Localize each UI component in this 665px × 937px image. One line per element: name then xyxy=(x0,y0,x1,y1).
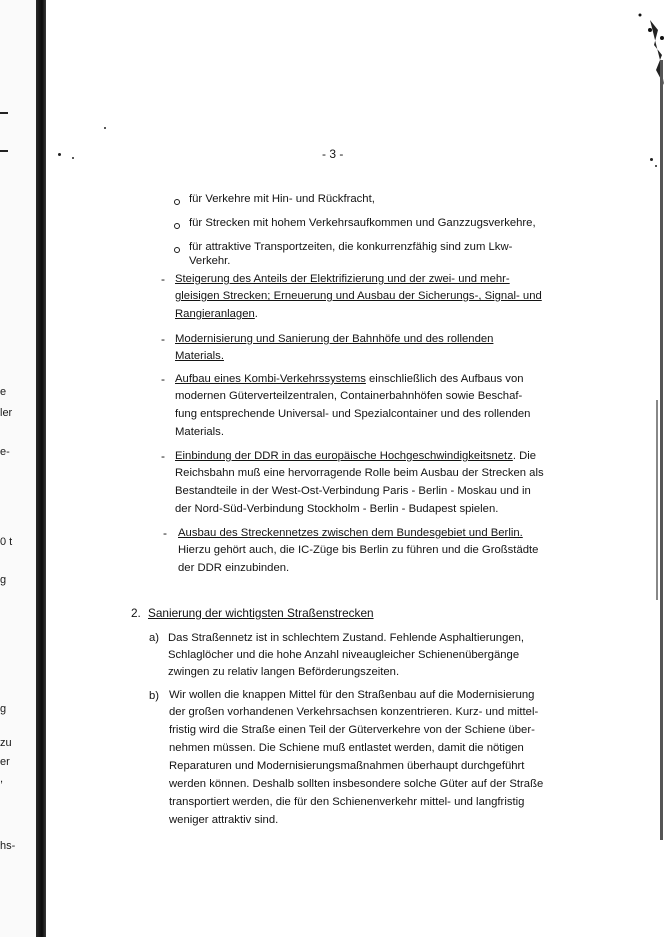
sub-bullet-text: für Verkehre mit Hin- und Rückfracht, xyxy=(189,193,375,205)
circle-bullet-icon xyxy=(174,247,180,253)
dash-item-line: Hierzu gehört auch, die IC-Züge bis Berlin zu führen und die Großstädte xyxy=(178,544,539,556)
edge-mark xyxy=(0,150,8,152)
underlined-text: gleisigen Strecken; Erneuerung und Ausbau der Sicherungs-, Signal- und xyxy=(175,290,542,302)
section-heading: Sanierung der wichtigsten Straßenstrecken xyxy=(148,606,374,620)
dash-item-line xyxy=(178,525,523,542)
underlined-text: Materials. xyxy=(175,350,224,362)
dash-bullet: - xyxy=(161,272,165,286)
underlined-text: Steigerung des Anteils der Elektrifizierung und der zwei- und mehr- xyxy=(175,273,510,285)
dash-item-line: der DDR einzubinden. xyxy=(178,562,290,574)
scan-edge-noise xyxy=(620,0,665,937)
left-fragment: zu xyxy=(0,737,12,749)
dash-item-line xyxy=(175,448,536,465)
scan-speck xyxy=(72,157,74,159)
underlined-text: Modernisierung und Sanierung der Bahnhöfe und des rollenden xyxy=(175,333,494,345)
dash-item-line: der Nord-Süd-Verbindung Stockholm - Berlin - Budapest spielen. xyxy=(175,503,499,515)
left-fragment: e xyxy=(0,386,7,398)
paragraph-line: fristig wird die Straße einen Teil der Güterverkehre von der Schiene über- xyxy=(169,724,535,736)
dash-item-line: modernen Güterverteilzentralen, Containerbahnhöfen sowie Beschaf- xyxy=(175,390,523,402)
sub-bullet-text: Verkehr. xyxy=(189,255,231,267)
dash-item-line xyxy=(175,306,258,323)
page-number: - 3 - xyxy=(322,147,344,161)
paragraph-line: Schlaglöcher und die hohe Anzahl niveaugleicher Schienenübergänge xyxy=(168,649,520,661)
dash-item-line xyxy=(175,371,524,388)
paragraph-line: werden können. Deshalb sollten insbesondere solche Güter auf der Straße xyxy=(169,778,544,790)
scan-speck xyxy=(58,153,61,156)
circle-bullet-icon xyxy=(174,199,180,205)
paragraph-line: der großen vorhandenen Verkehrsachsen konzentrieren. Kurz- und mittel- xyxy=(169,706,539,718)
dash-item-line xyxy=(175,331,493,348)
paragraph-line: transportiert werden, die für den Schienenverkehr mittel- und langfristig xyxy=(169,796,525,808)
dash-item-line: fung entsprechende Universal- und Spezialcontainer und des rollenden xyxy=(175,408,531,420)
edge-mark xyxy=(0,112,8,114)
circle-bullet-icon xyxy=(174,223,180,229)
dash-item-line xyxy=(175,348,224,365)
sub-bullet-text: für attraktive Transportzeiten, die konkurrenzfähig sind zum Lkw- xyxy=(189,241,513,253)
underlined-text: Aufbau eines Kombi-Verkehrssystems xyxy=(175,373,366,385)
dash-bullet: - xyxy=(161,372,165,386)
item-text: einschließlich des Aufbaus von xyxy=(365,373,524,385)
underlined-text: Ausbau des Streckennetzes zwischen dem Bundesgebiet und Berlin. xyxy=(178,527,523,539)
dash-bullet: - xyxy=(163,526,167,540)
dash-bullet: - xyxy=(161,449,165,463)
left-fragment: 0 t xyxy=(0,536,13,548)
underlined-text: Einbindung der DDR in das europäische Hochgeschwindigkeitsnetz xyxy=(175,450,513,462)
item-text: . xyxy=(254,308,258,320)
left-fragment: ler xyxy=(0,407,13,419)
left-fragment: , xyxy=(0,773,4,785)
item-text: . Die xyxy=(512,450,537,462)
left-fragment: g xyxy=(0,574,7,586)
paragraph-line: weniger attraktiv sind. xyxy=(169,814,279,826)
left-fragment: hs- xyxy=(0,840,16,852)
dash-item-line: Materials. xyxy=(175,426,224,438)
dash-item-line xyxy=(175,288,542,305)
paragraph-line: Das Straßennetz ist in schlechtem Zustand. Fehlende Asphaltierungen, xyxy=(168,632,525,644)
scan-binding-edge xyxy=(36,0,46,937)
underlined-text: Rangieranlagen xyxy=(175,308,255,320)
dash-item-line: Bestandteile in der West-Ost-Verbindung Paris - Berlin - Moskau und in xyxy=(175,485,531,497)
dash-item-line xyxy=(175,271,510,288)
left-fragment: e- xyxy=(0,446,10,458)
scan-speck xyxy=(104,127,106,129)
item-label: b) xyxy=(149,690,160,702)
section-number: 2. xyxy=(131,606,141,620)
paragraph-line: nehmen müssen. Die Schiene muß entlastet werden, damit die nötigen xyxy=(169,742,524,754)
left-fragment: er xyxy=(0,756,10,768)
paragraph-line: Reparaturen und Modernisierungsmaßnahmen überhaupt durchgeführt xyxy=(169,760,525,772)
paragraph-line: Wir wollen die knappen Mittel für den Straßenbau auf die Modernisierung xyxy=(169,689,535,701)
paragraph-line: zwingen zu relativ langen Beförderungszeiten. xyxy=(168,666,400,678)
adjacent-page-edge xyxy=(0,0,40,937)
left-fragment: g xyxy=(0,703,7,715)
dash-bullet: - xyxy=(161,332,165,346)
dash-item-line: Reichsbahn muß eine hervorragende Rolle beim Ausbau der Strecken als xyxy=(175,467,544,479)
sub-bullet-text: für Strecken mit hohem Verkehrsaufkommen und Ganzzugsverkehre, xyxy=(189,217,536,229)
item-label: a) xyxy=(149,632,160,644)
